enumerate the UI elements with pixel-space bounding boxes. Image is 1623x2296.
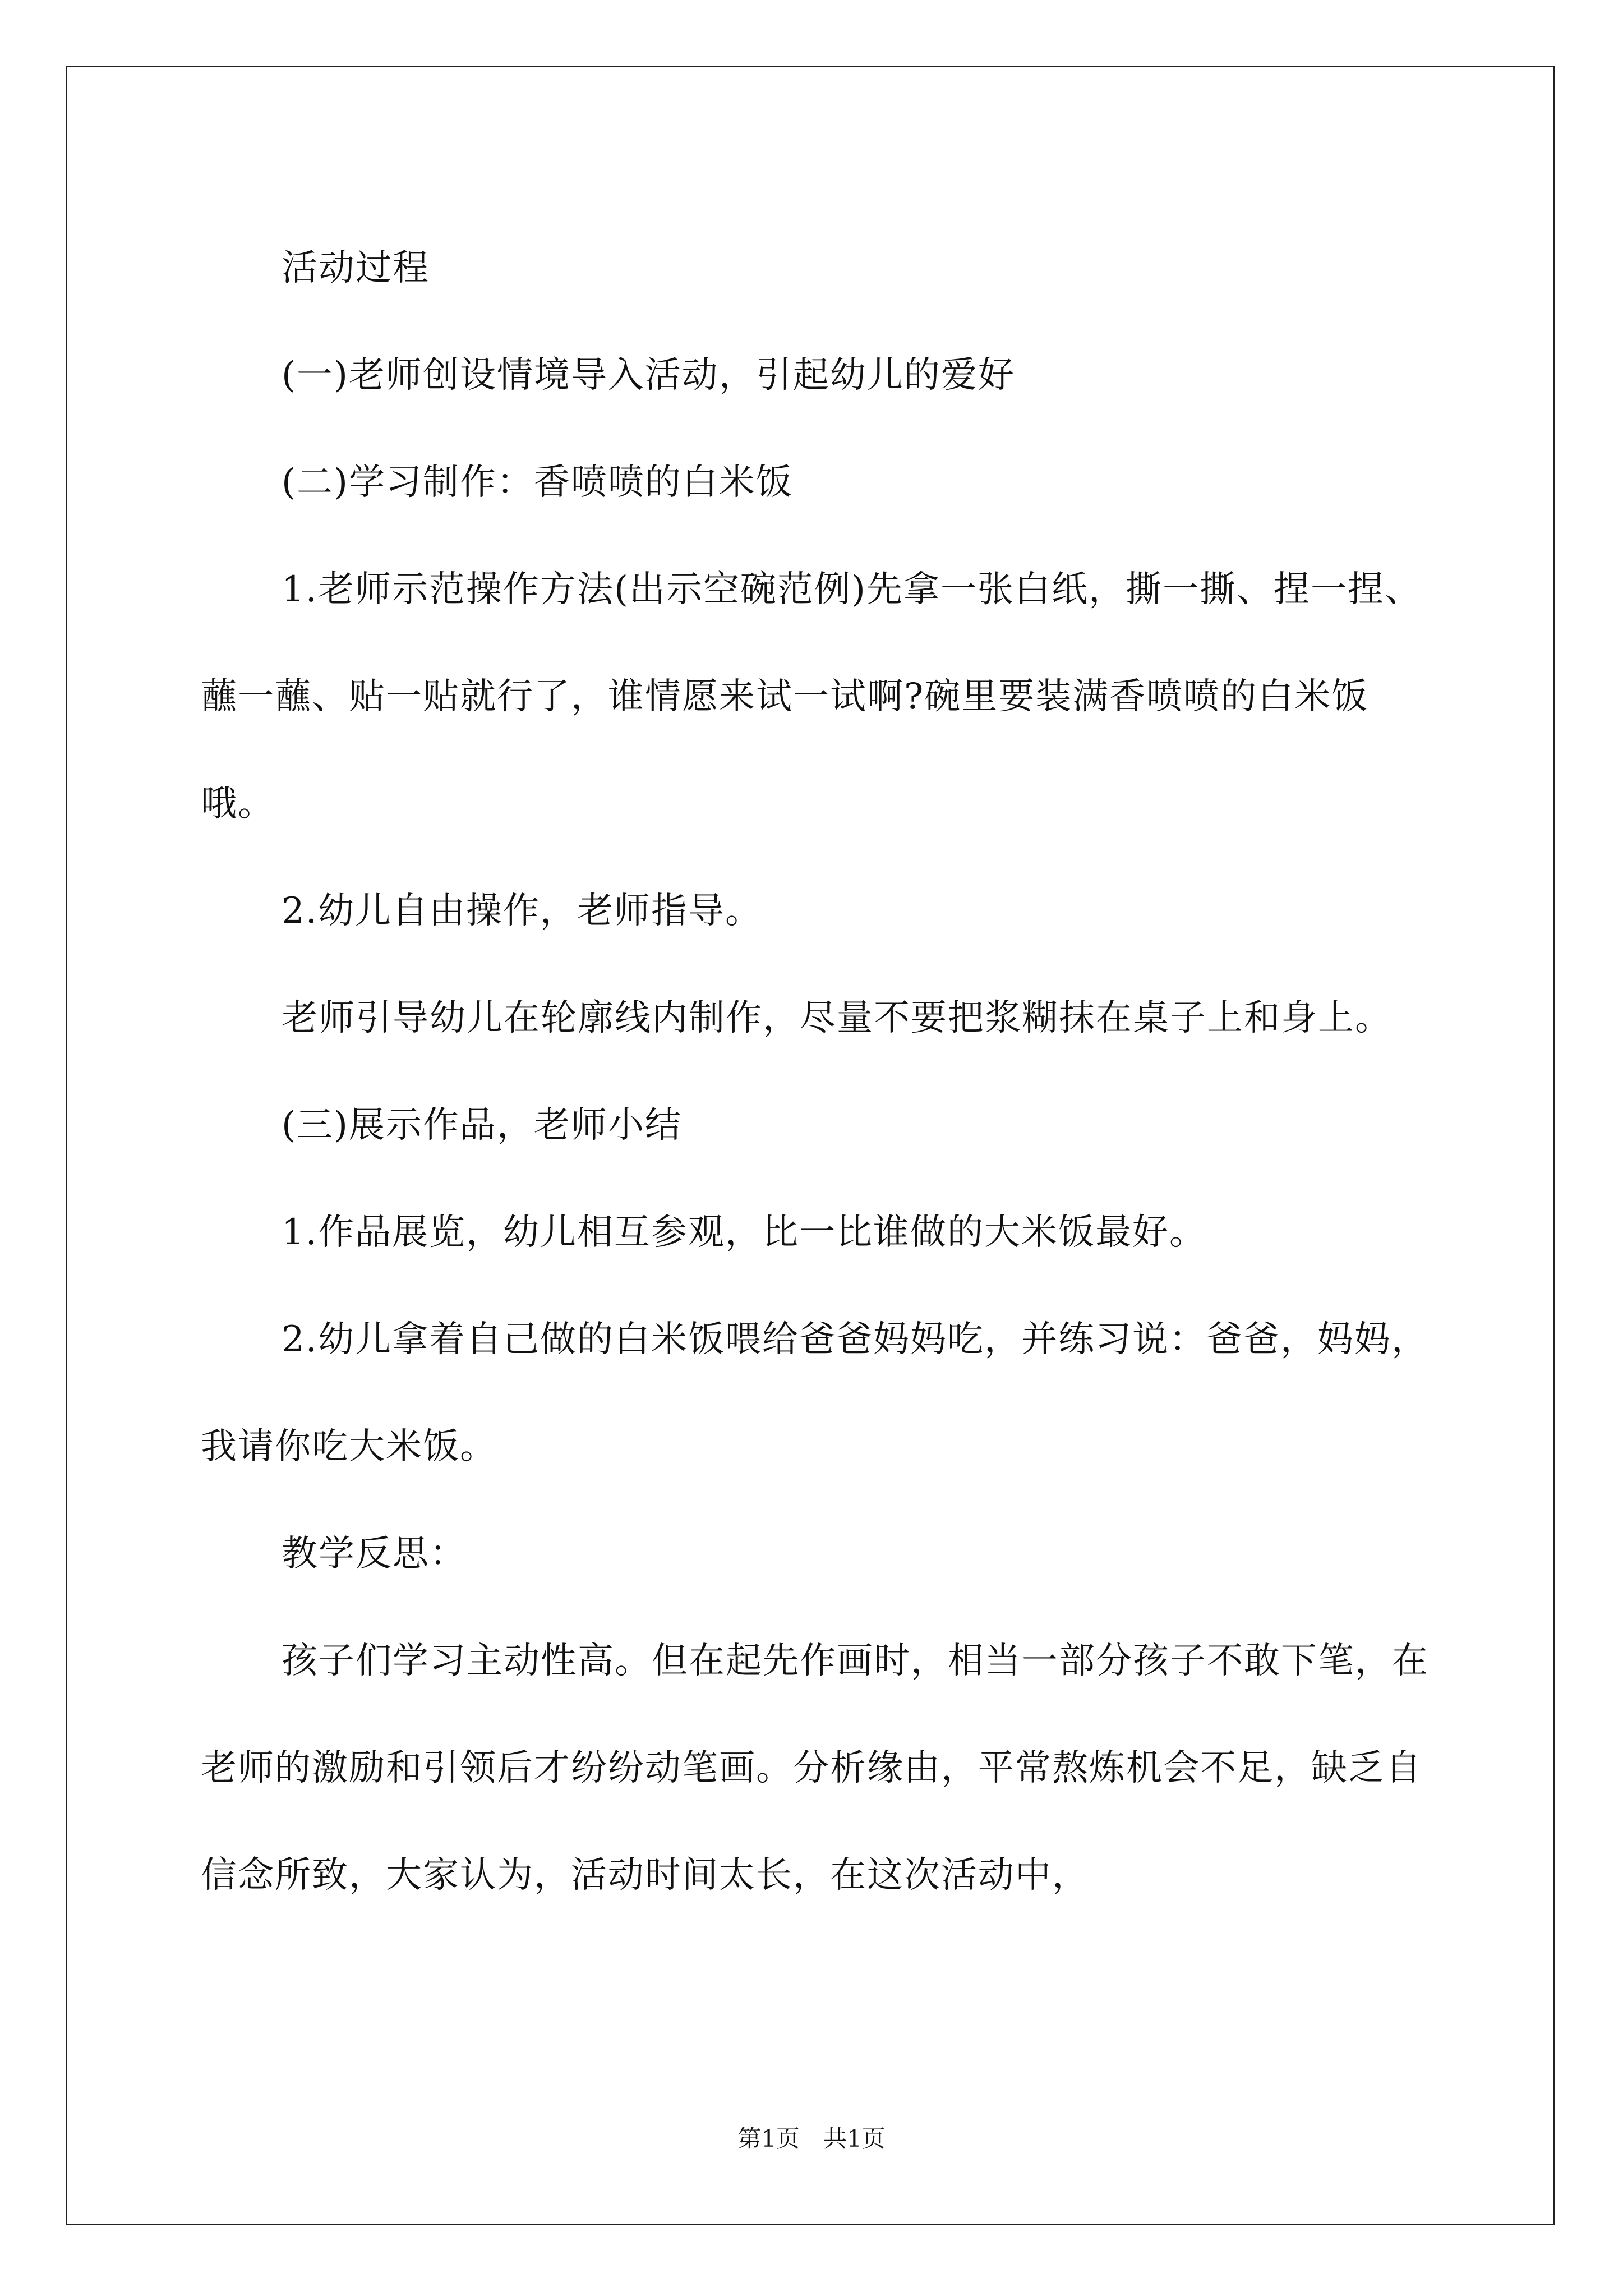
paragraph-activity-process: 活动过程: [282, 247, 430, 289]
page-number-footer: 第1页 共1页: [737, 2125, 886, 2152]
paragraph-section-two: (二)学习制作：香喷喷的白米饭: [282, 462, 793, 503]
paragraph-feeding-parents: 2.幼儿拿着自己做的白米饭喂给爸爸妈妈吃，并练习说：爸爸，妈妈，我请你吃大米饭。: [201, 1319, 1429, 1467]
paragraph-step-1-demo: 1.老师示范操作方法(出示空碗范例)先拿一张白纸，撕一撕、捏一捏、蘸一蘸、贴一贴就行了，谁情愿来试一试啊?碗里要装满香喷喷的白米饭哦。: [201, 569, 1422, 825]
paragraph-reflection-heading: 教学反思：: [282, 1533, 467, 1575]
paragraph-reflection-body: 孩子们学习主动性高。但在起先作画时，相当一部分孩子不敢下笔，在老师的激励和引领后才纷纷动笔画。分析缘由，平常熬炼机会不足，缺乏自信念所致，大家认为，活动时间太长，在这次活动中，: [201, 1640, 1429, 1896]
document-body: [201, 215, 1429, 1929]
paragraph-section-three: (三)展示作品，老师小结: [282, 1105, 682, 1146]
paragraph-section-one: (一)老师创设情境导入活动，引起幼儿的爱好: [282, 355, 1015, 396]
paragraph-exhibition: 1.作品展览，幼儿相互参观，比一比谁做的大米饭最好。: [282, 1212, 1207, 1253]
paragraph-step-2-free-operation: 2.幼儿自由操作，老师指导。: [282, 890, 763, 932]
paragraph-teacher-guidance: 老师引导幼儿在轮廓线内制作，尽量不要把浆糊抹在桌子上和身上。: [282, 997, 1392, 1039]
